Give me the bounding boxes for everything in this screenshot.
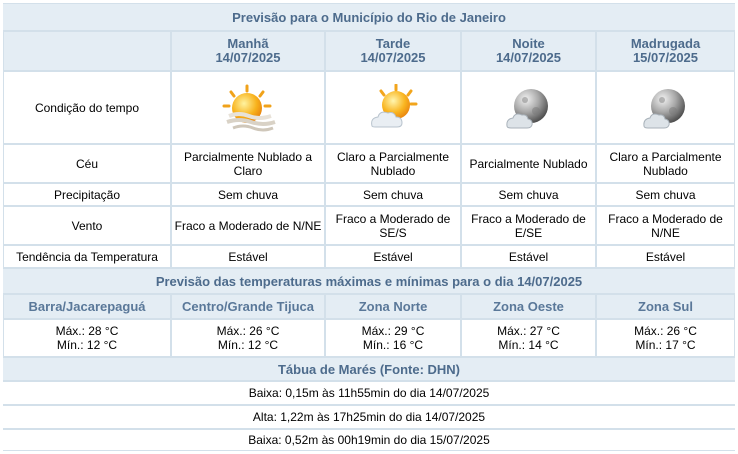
page-title: Previsão para o Município do Rio de Janeiro bbox=[3, 4, 735, 30]
period-header-noite bbox=[462, 32, 595, 70]
sky-value: Claro a Parcialmente Nublado bbox=[326, 145, 460, 182]
min-temp: Mín.: 17 °C bbox=[635, 338, 696, 352]
max-temp: Máx.: 26 °C bbox=[216, 324, 280, 338]
zone-temps bbox=[326, 320, 460, 356]
tides-title: Tábua de Marés (Fonte: DHN) bbox=[3, 358, 735, 380]
sun-cloud-haze-icon bbox=[219, 84, 277, 132]
sun-behind-cloud-icon bbox=[364, 84, 422, 132]
period-date: 14/07/2025 bbox=[215, 50, 281, 65]
period-date: 14/07/2025 bbox=[360, 50, 426, 65]
zone-temps bbox=[172, 320, 324, 356]
wind-value: Fraco a Moderado de SE/S bbox=[326, 207, 460, 244]
sky-value: Parcialmente Nublado bbox=[462, 145, 595, 182]
condition-cell bbox=[326, 72, 460, 143]
trend-value: Estável bbox=[597, 246, 734, 267]
zone-temps bbox=[597, 320, 734, 356]
period-date: 14/07/2025 bbox=[495, 50, 562, 65]
zone-name: Centro/Grande Tijuca bbox=[172, 295, 324, 318]
zone-name: Zona Sul bbox=[597, 295, 734, 318]
condition-cell bbox=[172, 72, 324, 143]
tide-row: Alta: 1,22m às 17h25min do dia 14/07/2025 bbox=[3, 406, 735, 428]
min-temp: Mín.: 14 °C bbox=[498, 338, 559, 352]
trend-value: Estável bbox=[326, 246, 460, 267]
row-label-tendencia: Tendência da Temperatura bbox=[4, 246, 170, 267]
condition-cell bbox=[462, 72, 595, 143]
period-name: Noite bbox=[512, 36, 545, 51]
min-temp: Mín.: 12 °C bbox=[56, 338, 118, 352]
precipitation-value: Sem chuva bbox=[326, 184, 460, 205]
wind-value: Fraco a Moderado de E/SE bbox=[462, 207, 595, 244]
moon-cloud-icon bbox=[640, 84, 692, 132]
temperatures-title: Previsão das temperaturas máximas e mínimas para o dia 14/07/2025 bbox=[3, 269, 735, 293]
moon-cloud-icon bbox=[503, 84, 555, 132]
zone-temps bbox=[4, 320, 170, 356]
row-label-precipitacao: Precipitação bbox=[4, 184, 170, 205]
row-label-vento: Vento bbox=[4, 207, 170, 244]
wind-value: Fraco a Moderado de N/NE bbox=[597, 207, 734, 244]
max-temp: Máx.: 26 °C bbox=[634, 324, 697, 338]
zone-name: Zona Norte bbox=[326, 295, 460, 318]
row-label-condicao: Condição do tempo bbox=[4, 72, 170, 143]
period-header-madrugada bbox=[597, 32, 734, 70]
wind-value: Fraco a Moderado de N/NE bbox=[172, 207, 324, 244]
zone-name: Barra/Jacarepaguá bbox=[4, 295, 170, 318]
forecast-table bbox=[3, 3, 735, 451]
header-corner bbox=[4, 32, 170, 70]
max-temp: Máx.: 29 °C bbox=[361, 324, 425, 338]
period-date: 15/07/2025 bbox=[632, 50, 699, 65]
sky-value: Parcialmente Nublado a Claro bbox=[172, 145, 324, 182]
min-temp: Mín.: 16 °C bbox=[362, 338, 424, 352]
trend-value: Estável bbox=[172, 246, 324, 267]
condition-cell bbox=[597, 72, 734, 143]
period-name: Tarde bbox=[375, 36, 411, 51]
tide-row: Baixa: 0,52m às 00h19min do dia 15/07/2025 bbox=[3, 430, 735, 450]
trend-value: Estável bbox=[462, 246, 595, 267]
sky-value: Claro a Parcialmente Nublado bbox=[597, 145, 734, 182]
period-name: Manhã bbox=[227, 36, 269, 51]
max-temp: Máx.: 28 °C bbox=[55, 324, 119, 338]
max-temp: Máx.: 27 °C bbox=[497, 324, 560, 338]
precipitation-value: Sem chuva bbox=[597, 184, 734, 205]
period-name: Madrugada bbox=[630, 36, 701, 51]
zone-name: Zona Oeste bbox=[462, 295, 595, 318]
row-label-ceu: Céu bbox=[4, 145, 170, 182]
tide-row: Baixa: 0,15m às 11h55min do dia 14/07/2025 bbox=[3, 382, 735, 404]
min-temp: Mín.: 12 °C bbox=[217, 338, 279, 352]
period-header-manha bbox=[172, 32, 324, 70]
precipitation-value: Sem chuva bbox=[462, 184, 595, 205]
precipitation-value: Sem chuva bbox=[172, 184, 324, 205]
period-header-tarde bbox=[326, 32, 460, 70]
zone-temps bbox=[462, 320, 595, 356]
